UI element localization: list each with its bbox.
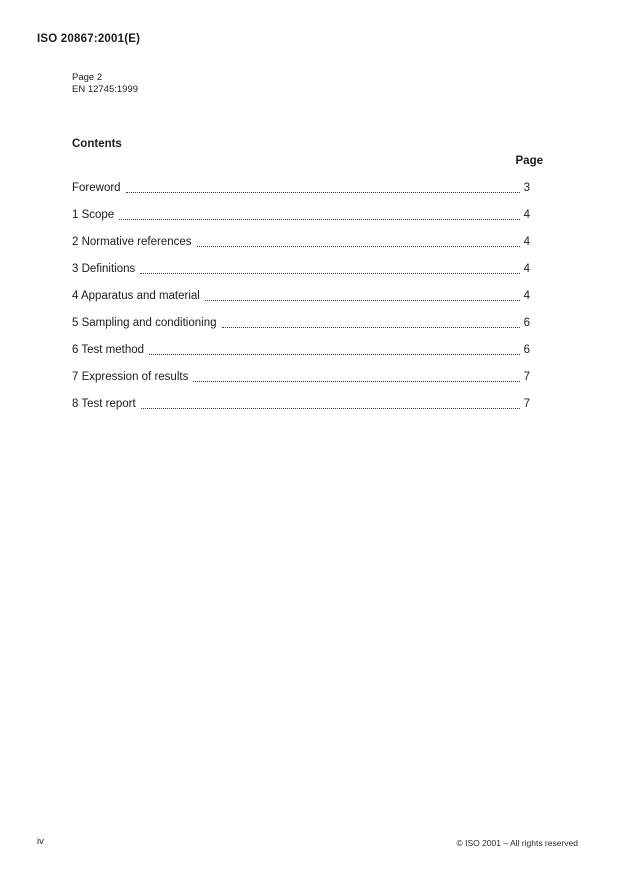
toc-row [72,363,530,390]
toc-entry-label: 4 Apparatus and material [72,289,200,302]
document-reference: ISO 20867:2001(E) [37,33,141,45]
toc-row [72,255,530,282]
toc-entry-label: 3 Definitions [72,262,136,275]
toc-entry-page-number: 4 [523,289,530,302]
toc-dotted-leader [149,345,520,355]
toc-dotted-leader [193,372,519,382]
toc-dotted-leader [205,291,520,301]
toc-entry-page-number: 6 [523,343,530,356]
footer-copyright-notice: © ISO 2001 – All rights reserved [456,838,578,848]
page-reference-line2: EN 12745:1999 [72,83,139,95]
toc-dotted-leader [126,183,520,193]
toc-entry-label: 8 Test report [72,397,136,410]
toc-dotted-leader [141,399,520,409]
page-reference-block [72,72,138,95]
toc-row [72,282,530,309]
toc-entry-page-number: 4 [523,208,530,221]
toc-entry-label: 1 Scope [72,208,115,221]
toc-row [72,336,530,363]
toc-entry-label: 6 Test method [72,343,145,356]
toc-entry-page-number: 6 [523,316,530,329]
toc-dotted-leader [197,237,520,247]
toc-row [72,174,530,201]
toc-list [72,174,530,417]
toc-entry-page-number: 7 [523,397,530,410]
toc-entry-label: 7 Expression of results [72,370,189,383]
toc-entry-page-number: 3 [523,181,530,194]
toc-entry-label: 5 Sampling and conditioning [72,316,217,329]
footer-page-number: iv [37,836,44,847]
toc-row [72,390,530,417]
page-column-label: Page [515,155,543,167]
contents-heading: Contents [72,138,122,150]
toc-row [72,228,530,255]
toc-entry-label: 2 Normative references [72,235,192,248]
toc-entry-page-number: 4 [523,235,530,248]
toc-row [72,309,530,336]
toc-dotted-leader [119,210,519,220]
toc-entry-page-number: 7 [523,370,530,383]
toc-dotted-leader [222,318,520,328]
toc-row [72,201,530,228]
toc-entry-label: Foreword [72,181,121,194]
page-reference-line1: Page 2 [72,72,103,83]
toc-entry-page-number: 4 [523,262,530,275]
toc-dotted-leader [140,264,519,274]
